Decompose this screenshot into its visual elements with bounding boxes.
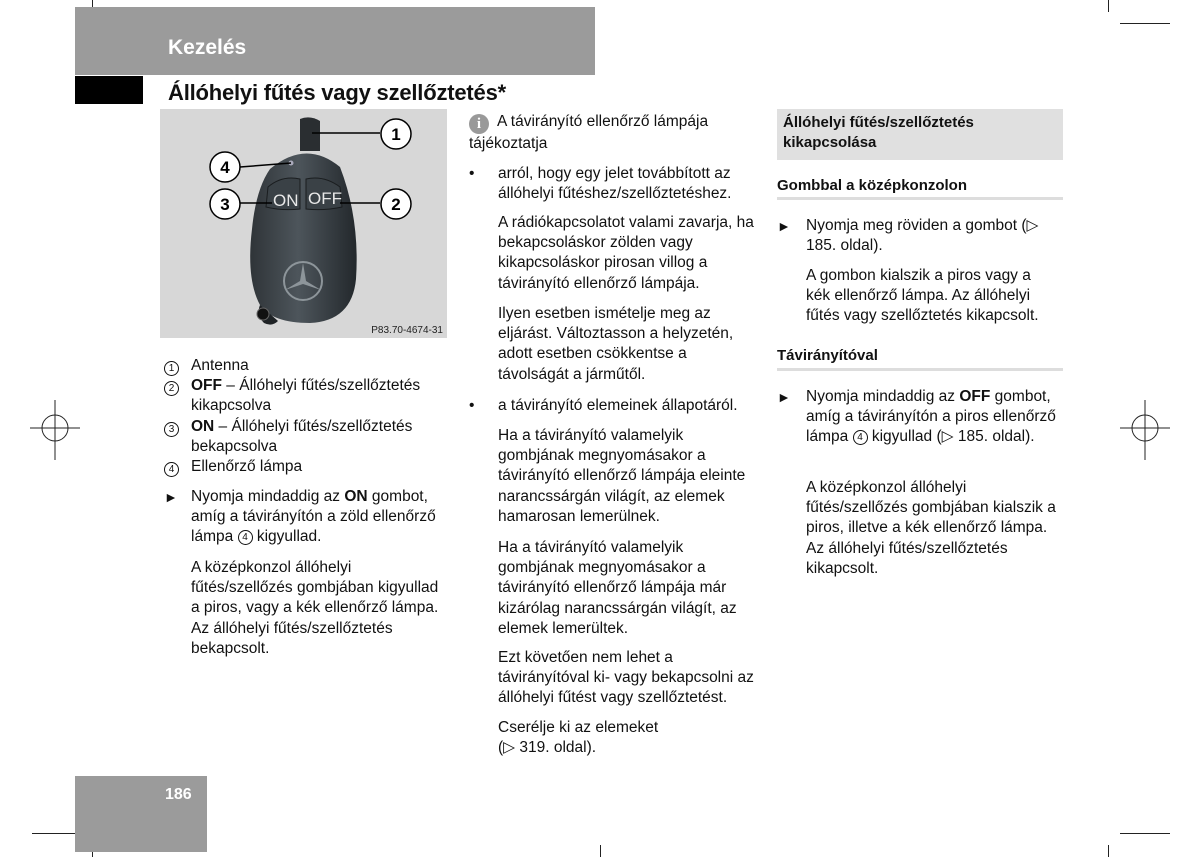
legend-bold: ON	[191, 418, 215, 435]
legend-bold: OFF	[191, 377, 222, 394]
legend-text: – Állóhelyi fűtés/szellőztetés bekapcsolva	[191, 418, 413, 456]
legend-item	[164, 356, 454, 376]
step-text: kigyullad.	[252, 528, 322, 546]
step-bold: OFF	[959, 388, 991, 405]
crop-mark	[1108, 0, 1109, 12]
callout-2: 2	[391, 195, 401, 214]
lamp-number: 4	[853, 430, 868, 445]
arrow-bullet-icon: ►	[164, 489, 178, 505]
remote-key-figure	[160, 109, 447, 338]
bullet-dot-icon: •	[469, 397, 475, 414]
bullet-dot-icon: •	[469, 165, 475, 182]
step-text: gombot, amíg a távirányítón a piros ellenőrző lámpa	[806, 388, 1056, 446]
section-marker	[75, 76, 143, 104]
paragraph: Ezt követően nem lehet a távirányítóval ki- vagy bekapcsolni az állóhelyi fűtést vagy szellőztetést.	[498, 649, 754, 707]
section-title: Kezelés	[168, 36, 247, 59]
legend-item	[164, 457, 454, 477]
step-text: Nyomja meg röviden a gombot (▷ 185. oldal).	[806, 217, 1039, 255]
info-text: A távirányító ellenőrző lámpája tájékoztatja	[469, 113, 709, 152]
step-text: Nyomja mindaddig az	[806, 388, 960, 405]
paragraph-line: Cserélje ki az elemeket	[498, 719, 659, 736]
crop-mark	[1108, 845, 1109, 857]
legend-item	[164, 417, 454, 457]
legend-number: 3	[164, 422, 179, 437]
step-text: gombot, amíg a távirányítón a zöld ellenőrző lámpa	[191, 488, 436, 546]
step-text: kigyullad (▷ 185. oldal).	[867, 428, 1035, 446]
paragraph: Ilyen esetben ismételje meg az eljárást. Változtasson a helyzetén, adott esetben csökkentse a távolságát a járműtől.	[498, 305, 734, 383]
bullet-text: arról, hogy egy jelet továbbított az állóhelyi fűtéshez/szellőztetéshez.	[498, 165, 732, 203]
subheading: Gombbal a középkonzolon	[777, 177, 968, 194]
bullet-item	[469, 396, 759, 416]
arrow-bullet-icon: ►	[777, 218, 791, 234]
crop-mark	[1120, 23, 1170, 24]
crop-mark	[600, 845, 601, 857]
legend-number: 2	[164, 381, 179, 396]
callout-4: 4	[220, 158, 230, 177]
registration-mark	[1120, 400, 1170, 460]
section-header-bar	[75, 7, 595, 75]
paragraph: A rádiókapcsolatot valami zavarja, ha bekapcsoláskor zölden vagy kikapcsoláskor pirosan villog a távirányító ellenőrző lámpája.	[498, 214, 754, 292]
subheading-rule	[777, 197, 1063, 200]
lamp-number: 4	[238, 530, 253, 545]
bullet-text: a távirányító elemeinek állapotáról.	[498, 397, 738, 414]
legend-number: 4	[164, 462, 179, 477]
subheading: Távirányítóval	[777, 347, 878, 364]
off-button-label: OFF	[308, 189, 342, 208]
figure-code: P83.70-4674-31	[371, 325, 443, 336]
crop-mark	[1120, 833, 1170, 834]
legend-number: 1	[164, 361, 179, 376]
page-reference: (▷ 319. oldal).	[498, 739, 597, 757]
left-step	[164, 487, 454, 548]
arrow-bullet-icon: ►	[777, 389, 791, 405]
page-number: 186	[165, 786, 192, 803]
right-step	[777, 216, 1063, 256]
paragraph: A gombon kialszik a piros vagy a kék ellenőrző lámpa. Az állóhelyi fűtés vagy szellőztetés kikapcsolt.	[806, 267, 1039, 325]
bullet-item	[469, 164, 759, 204]
on-button-label: ON	[273, 191, 299, 210]
paragraph: Ha a távirányító valamelyik gombjának megnyomásakor a távirányító ellenőrző lámpája eleinte narancssárgán világít, az elemek hamarosan lemerülnek.	[498, 427, 746, 525]
info-icon: i	[469, 114, 489, 134]
left-paragraph: A középkonzol állóhelyi fűtés/szellőzés gombjában kigyullad a piros, vagy a kék ellenőrző lámpa. Az állóhelyi fűtés/szellőztetés bekapcsolt.	[191, 559, 439, 657]
registration-mark	[30, 400, 80, 460]
figure-legend	[164, 356, 454, 481]
box-title: Állóhelyi fűtés/szellőztetés kikapcsolása	[783, 114, 974, 151]
remote-key-illustration	[160, 109, 447, 338]
right-step	[777, 387, 1063, 448]
callout-1: 1	[391, 125, 401, 144]
paragraph: Ha a távirányító valamelyik gombjának megnyomásakor a távirányító ellenőrző lámpája már kizárólag narancssárgán világít, az elemek lemerültek.	[498, 539, 737, 637]
info-note	[469, 112, 759, 154]
step-text: Nyomja mindaddig az	[191, 488, 345, 505]
callout-3: 3	[220, 195, 230, 214]
step-bold: ON	[344, 488, 368, 505]
legend-text: – Állóhelyi fűtés/szellőztetés kikapcsolva	[191, 377, 421, 415]
paragraph	[498, 718, 756, 758]
paragraph: A középkonzol állóhelyi fűtés/szellőzés gombjában kialszik a piros, illetve a kék ellenőrző lámpa. Az állóhelyi fűtés/szellőztetés kikapcsolt.	[806, 479, 1056, 577]
subheading-rule	[777, 368, 1063, 371]
legend-text: Antenna	[191, 357, 249, 374]
legend-item	[164, 376, 454, 416]
page-title: Állóhelyi fűtés vagy szellőztetés*	[168, 80, 506, 105]
legend-text: Ellenőrző lámpa	[191, 458, 303, 475]
